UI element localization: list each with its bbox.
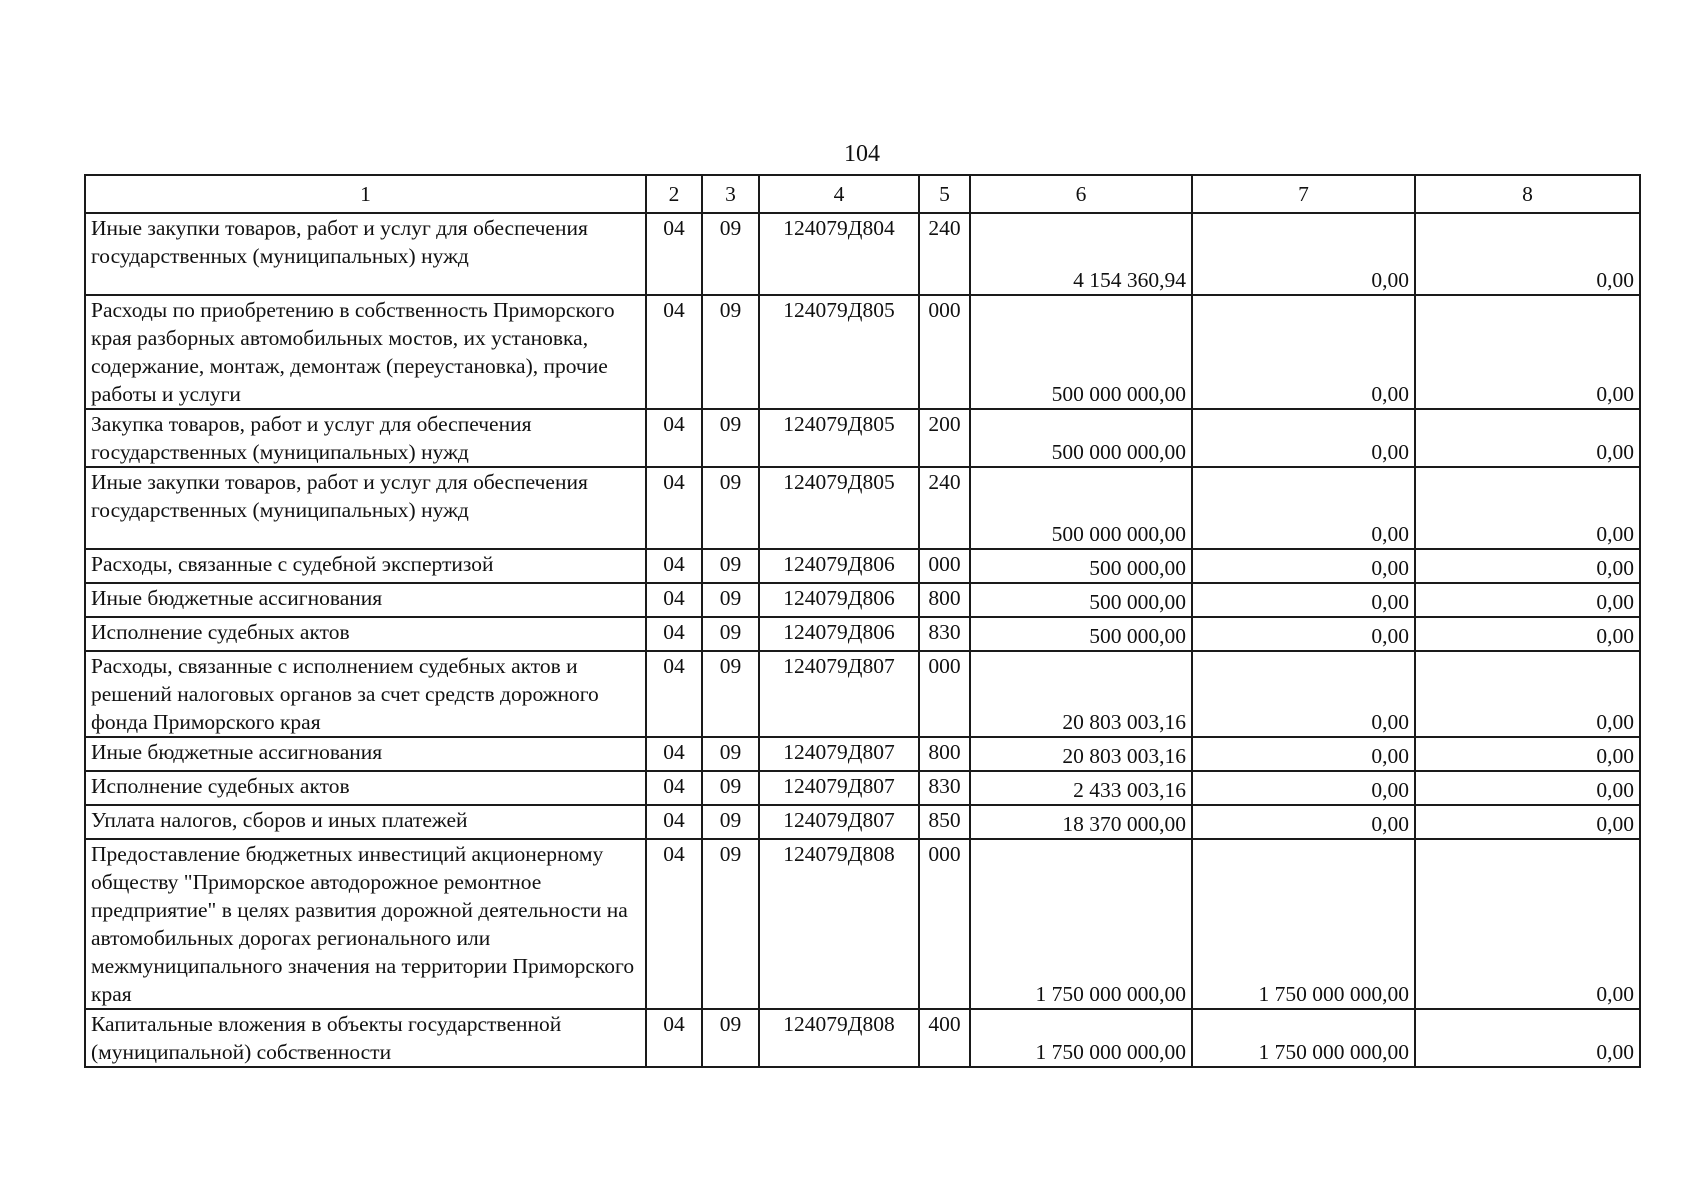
table-row bbox=[85, 771, 1640, 805]
section-code: 04 bbox=[646, 549, 702, 583]
target-article-code: 124079Д806 bbox=[759, 583, 919, 617]
amount-col-7: 0,00 bbox=[1192, 409, 1415, 467]
target-article-code: 124079Д805 bbox=[759, 467, 919, 549]
table-row bbox=[85, 409, 1640, 467]
subsection-code: 09 bbox=[702, 409, 759, 467]
subsection-code: 09 bbox=[702, 583, 759, 617]
column-header: 4 bbox=[759, 175, 919, 213]
amount-col-6: 1 750 000 000,00 bbox=[970, 839, 1192, 1009]
row-name: Исполнение судебных актов bbox=[85, 617, 646, 651]
subsection-code: 09 bbox=[702, 549, 759, 583]
column-number-row bbox=[85, 175, 1640, 213]
amount-col-6: 20 803 003,16 bbox=[970, 651, 1192, 737]
expense-type-code: 400 bbox=[919, 1009, 970, 1067]
target-article-code: 124079Д807 bbox=[759, 805, 919, 839]
target-article-code: 124079Д805 bbox=[759, 295, 919, 409]
amount-col-8: 0,00 bbox=[1415, 467, 1640, 549]
target-article-code: 124079Д808 bbox=[759, 1009, 919, 1067]
table-row bbox=[85, 737, 1640, 771]
amount-col-7: 0,00 bbox=[1192, 771, 1415, 805]
table-row bbox=[85, 583, 1640, 617]
subsection-code: 09 bbox=[702, 1009, 759, 1067]
target-article-code: 124079Д805 bbox=[759, 409, 919, 467]
section-code: 04 bbox=[646, 737, 702, 771]
expense-type-code: 830 bbox=[919, 617, 970, 651]
budget-table bbox=[84, 174, 1641, 1068]
row-name: Исполнение судебных актов bbox=[85, 771, 646, 805]
amount-col-8: 0,00 bbox=[1415, 549, 1640, 583]
amount-col-7: 0,00 bbox=[1192, 295, 1415, 409]
amount-col-7: 1 750 000 000,00 bbox=[1192, 839, 1415, 1009]
expense-type-code: 800 bbox=[919, 737, 970, 771]
subsection-code: 09 bbox=[702, 467, 759, 549]
column-header: 5 bbox=[919, 175, 970, 213]
amount-col-7: 0,00 bbox=[1192, 805, 1415, 839]
amount-col-7: 0,00 bbox=[1192, 549, 1415, 583]
table-row bbox=[85, 651, 1640, 737]
subsection-code: 09 bbox=[702, 295, 759, 409]
target-article-code: 124079Д807 bbox=[759, 737, 919, 771]
amount-col-7: 0,00 bbox=[1192, 213, 1415, 295]
table-row bbox=[85, 549, 1640, 583]
row-name: Иные закупки товаров, работ и услуг для обеспечения государственных (муниципальных) нужд bbox=[85, 213, 646, 295]
amount-col-6: 1 750 000 000,00 bbox=[970, 1009, 1192, 1067]
row-name: Иные бюджетные ассигнования bbox=[85, 583, 646, 617]
row-name: Капитальные вложения в объекты государственной (муниципальной) собственности bbox=[85, 1009, 646, 1067]
section-code: 04 bbox=[646, 1009, 702, 1067]
page-number: 104 bbox=[844, 141, 880, 167]
row-name: Предоставление бюджетных инвестиций акционерному обществу "Приморское автодорожное ремонтное предприятие" в целях развития дорожной деятельности на автомобильных дорогах регионального или межмуниципального значения на территории Приморского края bbox=[85, 839, 646, 1009]
target-article-code: 124079Д804 bbox=[759, 213, 919, 295]
target-article-code: 124079Д807 bbox=[759, 651, 919, 737]
row-name: Расходы, связанные с исполнением судебных актов и решений налоговых органов за счет средств дорожного фонда Приморского края bbox=[85, 651, 646, 737]
amount-col-7: 0,00 bbox=[1192, 617, 1415, 651]
subsection-code: 09 bbox=[702, 617, 759, 651]
column-header: 6 bbox=[970, 175, 1192, 213]
section-code: 04 bbox=[646, 409, 702, 467]
amount-col-8: 0,00 bbox=[1415, 295, 1640, 409]
column-header: 7 bbox=[1192, 175, 1415, 213]
subsection-code: 09 bbox=[702, 805, 759, 839]
table-row bbox=[85, 839, 1640, 1009]
amount-col-6: 500 000,00 bbox=[970, 549, 1192, 583]
amount-col-6: 500 000 000,00 bbox=[970, 295, 1192, 409]
table-row bbox=[85, 213, 1640, 295]
column-header: 3 bbox=[702, 175, 759, 213]
amount-col-7: 0,00 bbox=[1192, 737, 1415, 771]
amount-col-8: 0,00 bbox=[1415, 583, 1640, 617]
expense-type-code: 000 bbox=[919, 549, 970, 583]
row-name: Иные бюджетные ассигнования bbox=[85, 737, 646, 771]
amount-col-8: 0,00 bbox=[1415, 213, 1640, 295]
expense-type-code: 850 bbox=[919, 805, 970, 839]
amount-col-8: 0,00 bbox=[1415, 1009, 1640, 1067]
expense-type-code: 000 bbox=[919, 839, 970, 1009]
target-article-code: 124079Д807 bbox=[759, 771, 919, 805]
section-code: 04 bbox=[646, 617, 702, 651]
expense-type-code: 240 bbox=[919, 467, 970, 549]
amount-col-6: 20 803 003,16 bbox=[970, 737, 1192, 771]
subsection-code: 09 bbox=[702, 839, 759, 1009]
column-header: 1 bbox=[85, 175, 646, 213]
amount-col-8: 0,00 bbox=[1415, 409, 1640, 467]
amount-col-8: 0,00 bbox=[1415, 651, 1640, 737]
target-article-code: 124079Д806 bbox=[759, 549, 919, 583]
subsection-code: 09 bbox=[702, 651, 759, 737]
section-code: 04 bbox=[646, 651, 702, 737]
section-code: 04 bbox=[646, 583, 702, 617]
expense-type-code: 240 bbox=[919, 213, 970, 295]
section-code: 04 bbox=[646, 213, 702, 295]
amount-col-6: 500 000 000,00 bbox=[970, 467, 1192, 549]
expense-type-code: 830 bbox=[919, 771, 970, 805]
row-name: Уплата налогов, сборов и иных платежей bbox=[85, 805, 646, 839]
amount-col-7: 0,00 bbox=[1192, 583, 1415, 617]
section-code: 04 bbox=[646, 771, 702, 805]
table-row bbox=[85, 295, 1640, 409]
amount-col-8: 0,00 bbox=[1415, 839, 1640, 1009]
subsection-code: 09 bbox=[702, 771, 759, 805]
amount-col-6: 500 000,00 bbox=[970, 617, 1192, 651]
amount-col-6: 2 433 003,16 bbox=[970, 771, 1192, 805]
target-article-code: 124079Д806 bbox=[759, 617, 919, 651]
amount-col-7: 0,00 bbox=[1192, 651, 1415, 737]
row-name: Расходы по приобретению в собственность Приморского края разборных автомобильных мостов, их установка, содержание, монтаж, демонтаж (переустановка), прочие работы и услуги bbox=[85, 295, 646, 409]
amount-col-8: 0,00 bbox=[1415, 617, 1640, 651]
expense-type-code: 000 bbox=[919, 651, 970, 737]
section-code: 04 bbox=[646, 467, 702, 549]
amount-col-6: 4 154 360,94 bbox=[970, 213, 1192, 295]
table-row bbox=[85, 617, 1640, 651]
target-article-code: 124079Д808 bbox=[759, 839, 919, 1009]
table-row bbox=[85, 1009, 1640, 1067]
section-code: 04 bbox=[646, 805, 702, 839]
amount-col-6: 500 000 000,00 bbox=[970, 409, 1192, 467]
subsection-code: 09 bbox=[702, 213, 759, 295]
amount-col-6: 18 370 000,00 bbox=[970, 805, 1192, 839]
row-name: Иные закупки товаров, работ и услуг для обеспечения государственных (муниципальных) нужд bbox=[85, 467, 646, 549]
section-code: 04 bbox=[646, 839, 702, 1009]
amount-col-7: 0,00 bbox=[1192, 467, 1415, 549]
column-header: 8 bbox=[1415, 175, 1640, 213]
amount-col-8: 0,00 bbox=[1415, 771, 1640, 805]
subsection-code: 09 bbox=[702, 737, 759, 771]
section-code: 04 bbox=[646, 295, 702, 409]
table-row bbox=[85, 805, 1640, 839]
row-name: Закупка товаров, работ и услуг для обеспечения государственных (муниципальных) нужд bbox=[85, 409, 646, 467]
row-name: Расходы, связанные с судебной экспертизой bbox=[85, 549, 646, 583]
expense-type-code: 800 bbox=[919, 583, 970, 617]
amount-col-7: 1 750 000 000,00 bbox=[1192, 1009, 1415, 1067]
amount-col-6: 500 000,00 bbox=[970, 583, 1192, 617]
amount-col-8: 0,00 bbox=[1415, 805, 1640, 839]
expense-type-code: 200 bbox=[919, 409, 970, 467]
expense-type-code: 000 bbox=[919, 295, 970, 409]
column-header: 2 bbox=[646, 175, 702, 213]
table-row bbox=[85, 467, 1640, 549]
amount-col-8: 0,00 bbox=[1415, 737, 1640, 771]
